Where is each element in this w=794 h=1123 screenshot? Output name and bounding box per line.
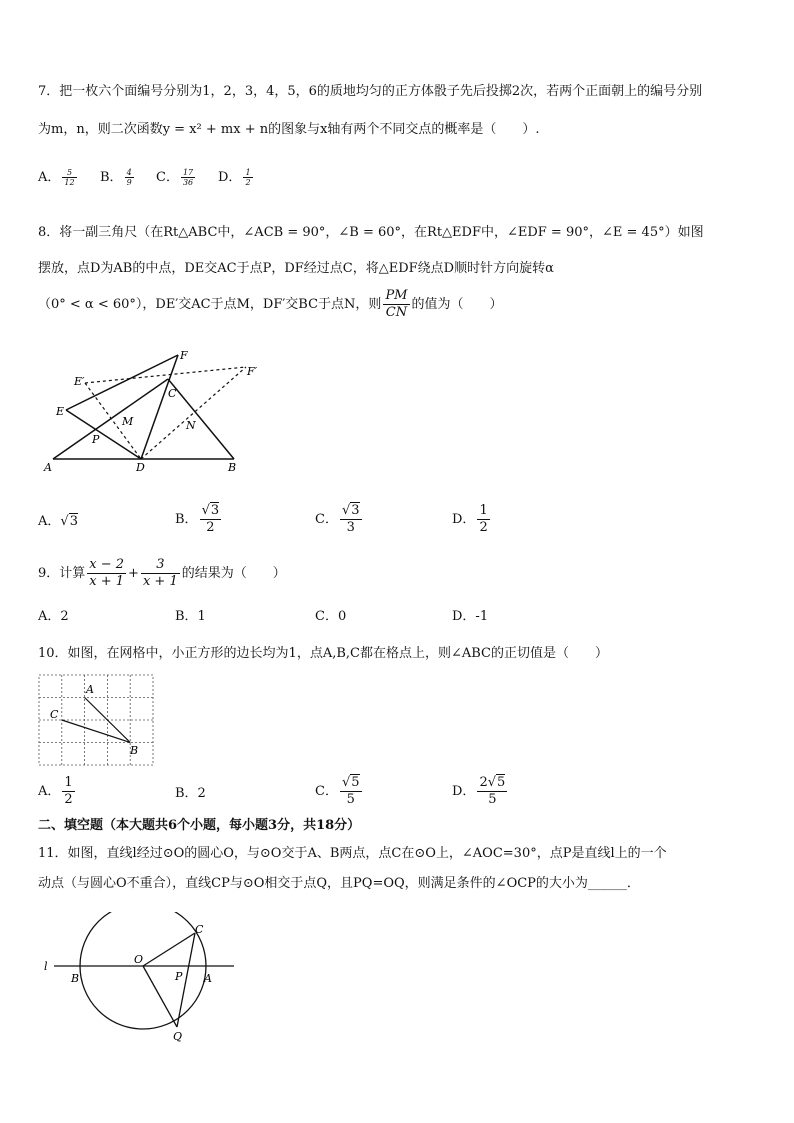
q8-label-n: N <box>186 419 196 432</box>
q7-option-d: D． $\frac{1}{2}$ <box>218 168 251 187</box>
q10-option-d: D． $\frac{2√5}{5}$ <box>452 775 506 807</box>
q11-line1: 11．如图，直线l经过⊙O的圆心O，与⊙O交于A、B两点，点C在⊙O上，∠AOC=30°，点P是直线l上的一个 <box>38 846 667 861</box>
q7-line2: 为m，n，则二次函数y = x² + mx + n的图象与x轴有两个不同交点的概率是（ ）. <box>38 122 540 137</box>
q8-label-e-prime: E′ <box>74 375 85 388</box>
q8-line3: （0° < α < 60°），DE′交AC于点M，DF′交BC于点N，则 $\frac{PM}{CN}$ 的值为（ ） <box>38 288 503 320</box>
q7-option-b: B． $\frac{4}{9}$ <box>100 168 132 187</box>
q9-option-c: C．0 <box>315 609 347 624</box>
q11-line2: 动点（与圆心O不重合），直线CP与⊙O相交于点Q，且PQ=OQ，则满足条件的∠OCP的大小为______． <box>38 876 640 891</box>
q8-triangle-figure <box>38 345 268 475</box>
q9-option-a: A．2 <box>38 609 69 624</box>
q7-line1: 7．把一枚六个面编号分别为1，2，3，4，5，6的质地均匀的正方体骰子先后投掷2次，若两个正面朝上的编号分别 <box>38 84 703 99</box>
q8-label-m: M <box>122 415 134 428</box>
q7-option-c: C． $\frac{17}{36}$ <box>156 168 194 187</box>
q10-label-b: B <box>130 744 139 757</box>
q9-option-d: D．-1 <box>452 609 489 624</box>
q10-line1: 10．如图，在网格中，小正方形的边长均为1，点A,B,C都在格点上，则∠ABC的正切值是（ ） <box>38 646 608 661</box>
q11-label-o: O <box>134 953 144 966</box>
q9-option-b: B．1 <box>175 609 206 624</box>
q8-option-a: A．√3 <box>38 514 78 529</box>
q9-line: 9．计算 $\frac{x - 2}{x + 1}$ + $\frac{3}{x + 1}$ 的结果为（ ） <box>38 557 286 589</box>
q8-option-c: C． $\frac{√3}{3}$ <box>315 503 360 535</box>
q11-label-q: Q <box>173 1030 183 1042</box>
q10-option-a: A． $\frac{1}{2}$ <box>38 775 73 807</box>
q10-label-c: C <box>50 708 59 721</box>
q11-label-a: A <box>204 972 212 985</box>
q8-label-f: F <box>180 349 188 362</box>
q7-option-a: A． $\frac{5}{12}$ <box>38 168 75 187</box>
q11-label-l: l <box>44 960 48 973</box>
q11-label-b: B <box>71 972 80 985</box>
q8-label-p: P <box>92 433 100 446</box>
q8-label-e: E <box>56 405 65 418</box>
q10-label-a: A <box>86 683 94 696</box>
q8-label-c: C <box>168 387 177 400</box>
q8-label-f-prime: F′ <box>247 365 258 378</box>
q8-label-d: D <box>136 461 145 474</box>
q11-circle-figure <box>40 912 240 1042</box>
q8-label-b: B <box>228 461 237 474</box>
q8-option-b: B． $\frac{√3}{2}$ <box>175 503 220 535</box>
q8-label-a: A <box>44 461 52 474</box>
q8-line1: 8．将一副三角尺（在Rt△ABC中，∠ACB = 90°，∠B = 60°，在Rt△EDF中，∠EDF = 90°，∠E = 45°）如图 <box>38 225 704 240</box>
q11-label-c: C <box>195 923 204 936</box>
section-heading-fill-blank: 二、填空题（本大题共6个小题，每小题3分，共18分） <box>38 818 361 833</box>
q8-option-d: D． $\frac{1}{2}$ <box>452 503 488 535</box>
q8-line2: 摆放，点D为AB的中点，DE交AC于点P，DF经过点C，将△EDF绕点D顺时针方向旋转α <box>38 261 554 276</box>
q11-label-p: P <box>175 970 183 983</box>
q10-grid-figure <box>38 674 156 768</box>
q10-option-c: C． $\frac{√5}{5}$ <box>315 775 360 807</box>
q10-option-b: B．2 <box>175 786 206 801</box>
